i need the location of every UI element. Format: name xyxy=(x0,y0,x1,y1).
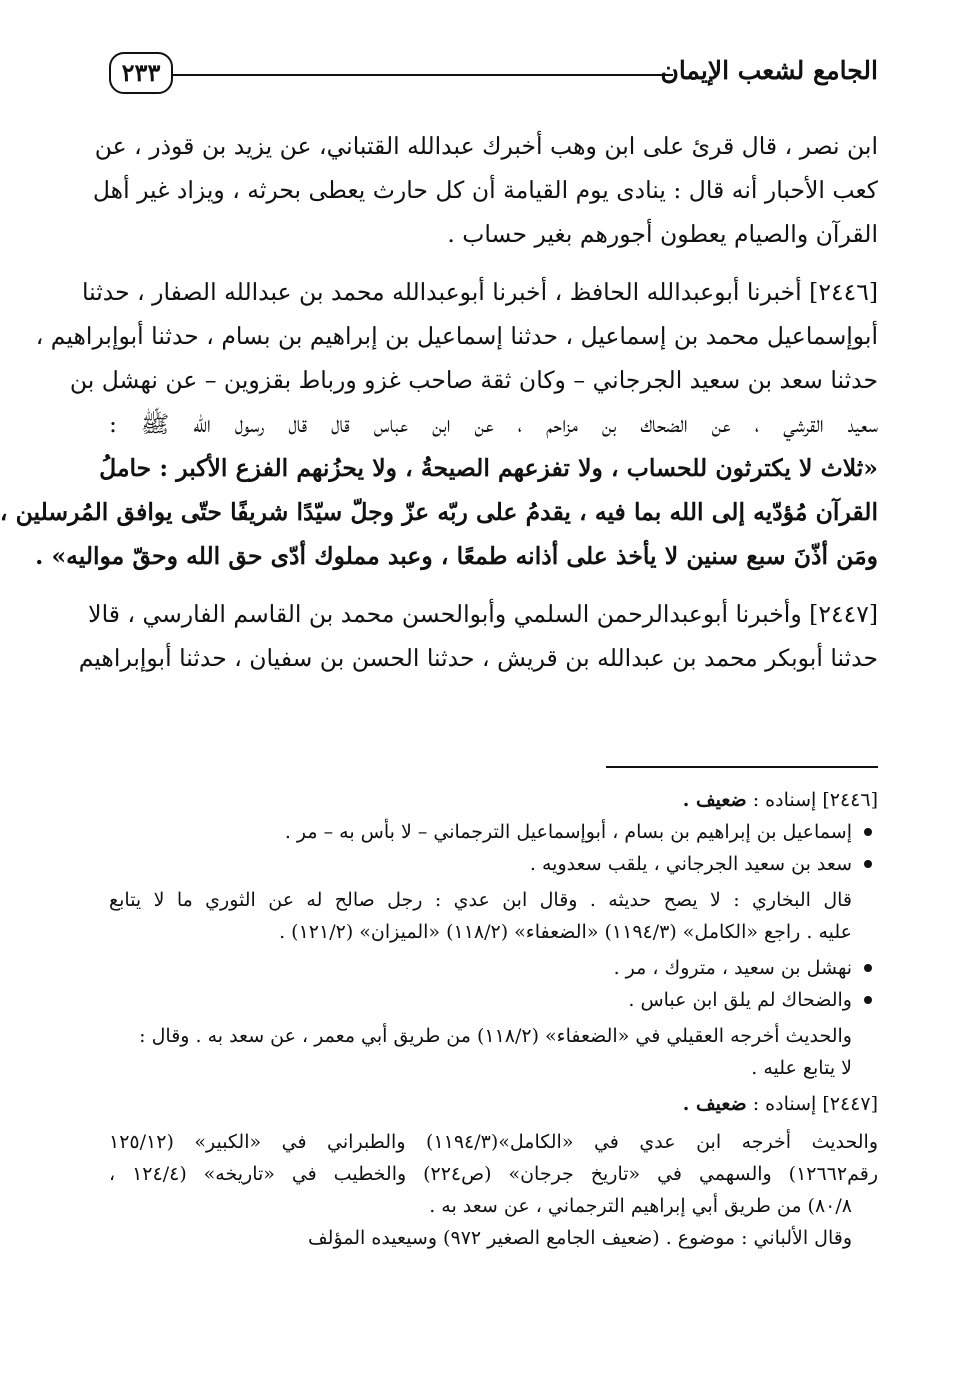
bullet-icon xyxy=(864,964,872,972)
running-header xyxy=(109,52,878,108)
narrator-list xyxy=(109,952,878,1016)
footnote-verdict: ضعيف . xyxy=(682,1093,747,1115)
bullet-icon xyxy=(864,860,872,868)
text-line: كعب الأحبار أنه قال : ينادى يوم القيامة أن كل حارث يعطى بحرثه ، ويزاد غير أهل xyxy=(92,176,878,204)
text-line: حدثنا سعد بن سعيد الجرجاني – وكان ثقة صاحب غزو ورباط بقزوين – عن نهشل بن xyxy=(69,366,878,394)
text-line: [٢٤٤٧] وأخبرنا أبوعبدالرحمن السلمي وأبوالحسن محمد بن القاسم الفارسي ، قالا xyxy=(88,600,878,628)
footnote-2446 xyxy=(109,784,878,1084)
footnotes xyxy=(109,784,878,1254)
footnote-note xyxy=(109,1020,878,1084)
footnote-separator xyxy=(606,766,878,768)
footnote-line: لا يتابع عليه . xyxy=(751,1057,852,1079)
text-line: سعيد القرشي ، عن الضحاك بن مزاحم ، عن ابن عباس قال قال رسول الله ﷺ : xyxy=(109,410,878,438)
hadith-quote-line: القرآن مُؤدّيه إلى الله بما فيه ، يقدمُ على ربّه عزّ وجلّ سيّدًا شريفًا حتّى يوافق المُرسلين ، xyxy=(0,498,878,526)
footnote-line: والحديث أخرجه العقيلي في «الضعفاء» (١١٨/٢) من طريق أبي معمر ، عن سعد به . وقال : xyxy=(139,1025,852,1047)
narrator-list xyxy=(109,816,878,880)
text-line: حدثنا أبوبكر محمد بن عبدالله بن قريش ، حدثنا الحسن بن سفيان ، حدثنا أبوإبراهيم xyxy=(78,644,878,672)
footnote-line: وقال الألباني : موضوع . (ضعيف الجامع الصغير ٩٧٢) وسيعيده المؤلف xyxy=(308,1227,852,1249)
paragraph-1 xyxy=(92,124,878,256)
text-line: ابن نصر ، قال قرئ على ابن وهب أخبرك عبدالله القتباني، عن يزيد بن قوذر ، عن xyxy=(94,132,878,160)
footnote-2447 xyxy=(109,1088,878,1254)
paragraph-2446 xyxy=(0,270,878,578)
list-item xyxy=(109,984,878,1016)
footnote-line: والحديث أخرجه ابن عدي في «الكامل»(١١٩٤/٣) والطبراني في «الكبير» (١٢٥/١٢ xyxy=(109,1131,878,1153)
footnote-line: عليه . راجع «الكامل» (١١٩٤/٣) «الضعفاء» (١١٨/٢) «الميزان» (١٢١/٢) . xyxy=(279,921,852,943)
text-line: [٢٤٤٦] أخبرنا أبوعبدالله الحافظ ، أخبرنا أبوعبدالله محمد بن عبدالله الصفار ، حدثنا xyxy=(81,278,878,306)
footnote-line: قال البخاري : لا يصح حديثه . وقال ابن عدي : رجل صالح له عن الثوري ما لا يتابع xyxy=(109,889,852,911)
book-title: الجامع لشعب الإيمان xyxy=(660,56,878,85)
hadith-quote-line: ومَن أذّنَ سبع سنين لا يأخذ على أذانه طمعًا ، وعبد مملوك أدّى حق الله وحقّ مواليه» . xyxy=(35,542,878,570)
footnote-verdict: ضعيف . xyxy=(682,789,747,811)
footnote-ref: [٢٤٤٦] إسناده : xyxy=(752,789,878,811)
list-item xyxy=(109,952,878,984)
list-item xyxy=(109,816,878,848)
main-text xyxy=(0,124,878,694)
list-item-text: والضحاك لم يلق ابن عباس . xyxy=(628,989,852,1011)
list-item xyxy=(109,848,878,880)
footnote-heading xyxy=(109,784,878,816)
bullet-icon xyxy=(864,828,872,836)
hadith-quote-line: «ثلاث لا يكترثون للحساب ، ولا تفزعهم الصيحةُ ، ولا يحزُنهم الفزع الأكبر : حاملُ xyxy=(99,454,878,482)
footnote-note xyxy=(109,884,878,948)
text-line: أبوإسماعيل محمد بن إسماعيل ، حدثنا إسماعيل بن إبراهيم بن بسام ، حدثنا أبوإبراهيم ، xyxy=(35,322,878,350)
footnote-line: ٨٠/٨) من طريق أبي إبراهيم الترجماني ، عن سعد به . xyxy=(429,1195,852,1217)
text-line: القرآن والصيام يعطون أجورهم بغير حساب . xyxy=(447,220,878,248)
footnote-line: رقم١٢٦٦٢) والسهمي في «تاريخ جرجان» (ص٢٢٤) والخطيب في «تاريخه» (١٢٤/٤ ، xyxy=(109,1163,878,1185)
footnote-ref: [٢٤٤٧] إسناده : xyxy=(752,1093,878,1115)
page-number: ٢٣٣ xyxy=(109,52,173,94)
bullet-icon xyxy=(864,996,872,1004)
header-rule xyxy=(173,74,673,76)
list-item-text: سعد بن سعيد الجرجاني ، يلقب سعدويه . xyxy=(529,853,852,875)
paragraph-2447 xyxy=(78,592,878,680)
list-item-text: نهشل بن سعيد ، متروك ، مر . xyxy=(613,957,852,979)
list-item-text: إسماعيل بن إبراهيم بن بسام ، أبوإسماعيل الترجماني – لا بأس به – مر . xyxy=(284,821,852,843)
footnote-heading xyxy=(109,1088,878,1120)
